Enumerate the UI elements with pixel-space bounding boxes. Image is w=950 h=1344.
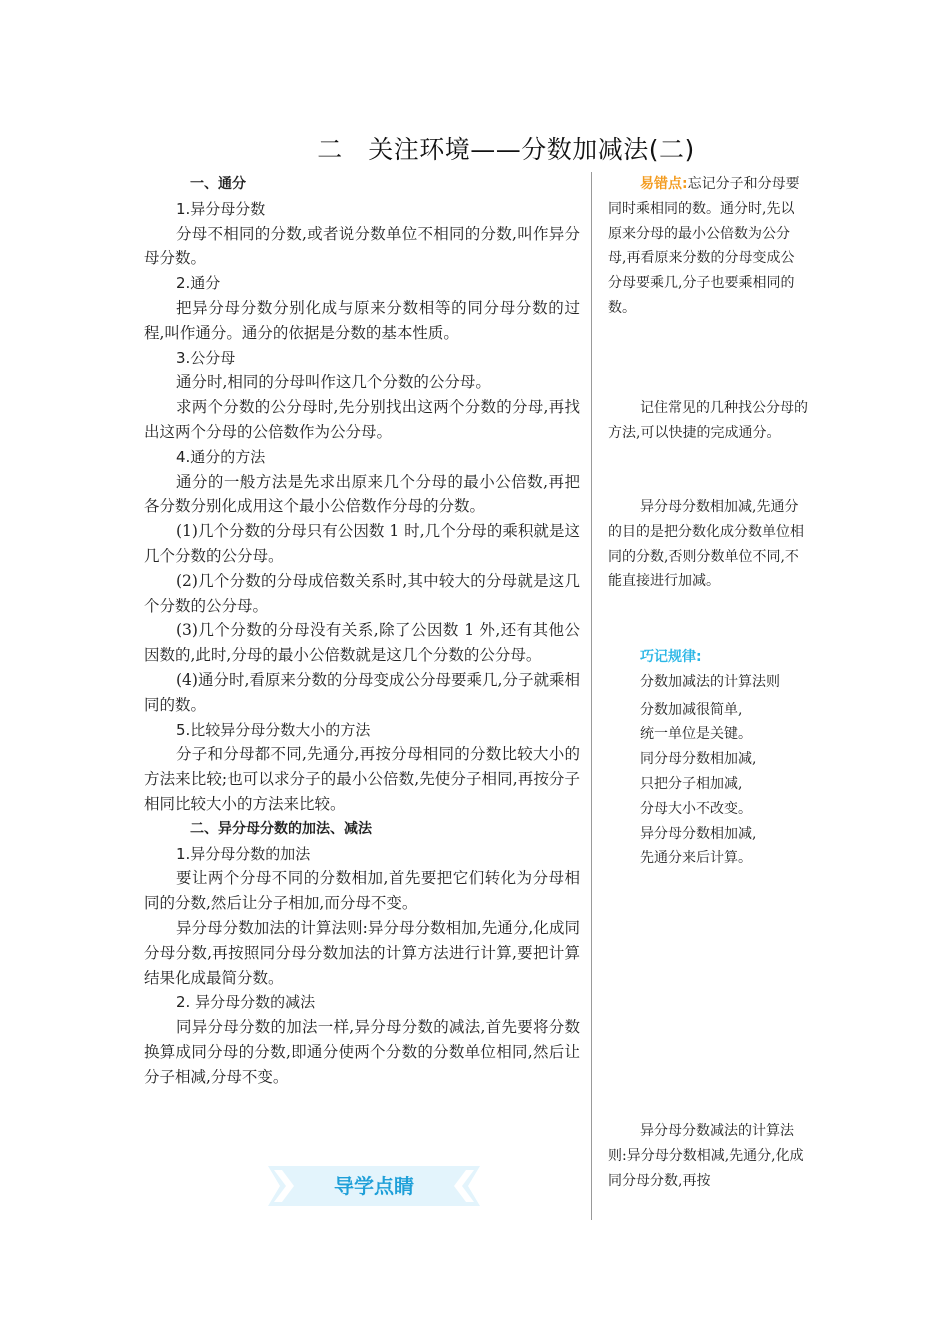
- memory-rule-label: 巧记规律:: [640, 649, 702, 665]
- side-note-error-prone: [608, 172, 808, 321]
- rhyme-line: 先通分来后计算。: [640, 850, 752, 867]
- rhyme-line: 同分母分数相加减,: [640, 751, 757, 768]
- subsection-heading: 4.通分的方法: [176, 447, 266, 466]
- side-note-text: 异分母分数相加减,先通分的目的是把分数化成分数单位相同的分数,否则分数单位不同,不能直接进行加减。: [608, 499, 804, 590]
- paragraph: (3)几个分数的分母没有关系,除了公因数 1 外,还有其他公因数的,此时,分母的最小公倍数就是这几个分数的公分母。: [144, 621, 580, 665]
- paragraph: (2)几个分数的分母成倍数关系时,其中较大的分母就是这几个分数的公分母。: [144, 571, 580, 615]
- paragraph: 分子和分母都不同,先通分,再按分母相同的分数比较大小的方法来比较;也可以求分子的最小公倍数,先使分子相同,再按分子相同比较大小的方法来比较。: [144, 745, 580, 813]
- paragraph: (1)几个分数的分母只有公因数 1 时,几个分母的乘积就是这几个分数的公分母。: [144, 522, 580, 565]
- paragraph: 把异分母分数分别化成与原来分数相等的同分母分数的过程,叫作通分。通分的依据是分数的基本性质。: [144, 298, 580, 342]
- paragraph: (4)通分时,看原来分数的分母变成公分母要乘几,分子就乘相同的数。: [144, 670, 580, 714]
- side-note-memory-rule: [608, 645, 808, 871]
- rhyme-line: 统一单位是关键。: [640, 726, 752, 743]
- side-note-text: 异分母分数减法的计算法则:异分母分数相减,先通分,化成同分母分数,再按: [608, 1123, 804, 1189]
- paragraph: 通分的一般方法是先求出原来几个分母的最小公倍数,再把各分数分别化成用这个最小公倍数作分母的分数。: [144, 472, 580, 516]
- rhyme-line: 分母大小不改变。: [640, 800, 752, 817]
- side-note-text: 记住常见的几种找公分母的方法,可以快捷的完成通分。: [608, 400, 808, 441]
- memory-rule-intro: 分数加减法的计算法则: [640, 673, 780, 690]
- paragraph: 要让两个分母不同的分数相加,首先要把它们转化为分母相同的分数,然后让分子相加,而分母不变。: [144, 869, 580, 913]
- paragraph: 通分时,相同的分母叫作这几个分数的公分母。: [176, 373, 491, 392]
- main-content: [144, 172, 580, 1089]
- paragraph: 异分母分数加法的计算法则:异分母分数相加,先通分,化成同分母分数,再按照同分母分数加法的计算方法进行计算,要把计算结果化成最简分数。: [144, 918, 580, 987]
- guide-banner: [268, 1166, 480, 1206]
- rhyme-line: 只把分子相加减,: [640, 775, 743, 792]
- subsection-heading: 2. 异分母分数的减法: [176, 993, 316, 1012]
- subsection-heading: 3.公分母: [176, 348, 236, 367]
- page-title: 二 关注环境——分数加减法(二): [317, 135, 695, 164]
- paragraph: 分母不相同的分数,或者说分数单位不相同的分数,叫作异分母分数。: [144, 224, 580, 268]
- rhyme-list: [608, 698, 808, 872]
- side-note-add-subtract: [608, 495, 808, 594]
- paragraph: 同异分母分数的加法一样,异分母分数的减法,首先要将分数换算成同分母的分数,即通分使两个分数的分数单位相同,然后让分子相减,分母不变。: [144, 1018, 580, 1086]
- subsection-heading: 1.异分母分数的加法: [176, 844, 311, 863]
- subsection-heading: 2.通分: [176, 274, 221, 293]
- error-prone-text: 忘记分子和分母要同时乘相同的数。通分时,先以原来分母的最小公倍数为公分母,再看原来分数的分母变成公分母要乘几,分子也要乘相同的数。: [608, 176, 800, 316]
- column-divider: [591, 172, 592, 1220]
- side-note-subtraction-rule: [608, 1119, 808, 1193]
- section-heading: 一、通分: [190, 176, 246, 192]
- error-prone-label: 易错点:: [640, 176, 688, 192]
- banner-title: 导学点睛: [334, 1174, 414, 1198]
- rhyme-line: 分数加减很简单,: [640, 701, 743, 718]
- subsection-heading: 5.比较异分母分数大小的方法: [176, 720, 371, 739]
- paragraph: 求两个分数的公分母时,先分别找出这两个分数的分母,再找出这两个分母的公倍数作为公分母。: [144, 398, 580, 441]
- rhyme-line: 异分母分数相加减,: [640, 825, 757, 842]
- section-heading: 二、异分母分数的加法、减法: [190, 820, 372, 837]
- side-note-common-denominator: [608, 396, 808, 446]
- subsection-heading: 1.异分母分数: [176, 199, 266, 218]
